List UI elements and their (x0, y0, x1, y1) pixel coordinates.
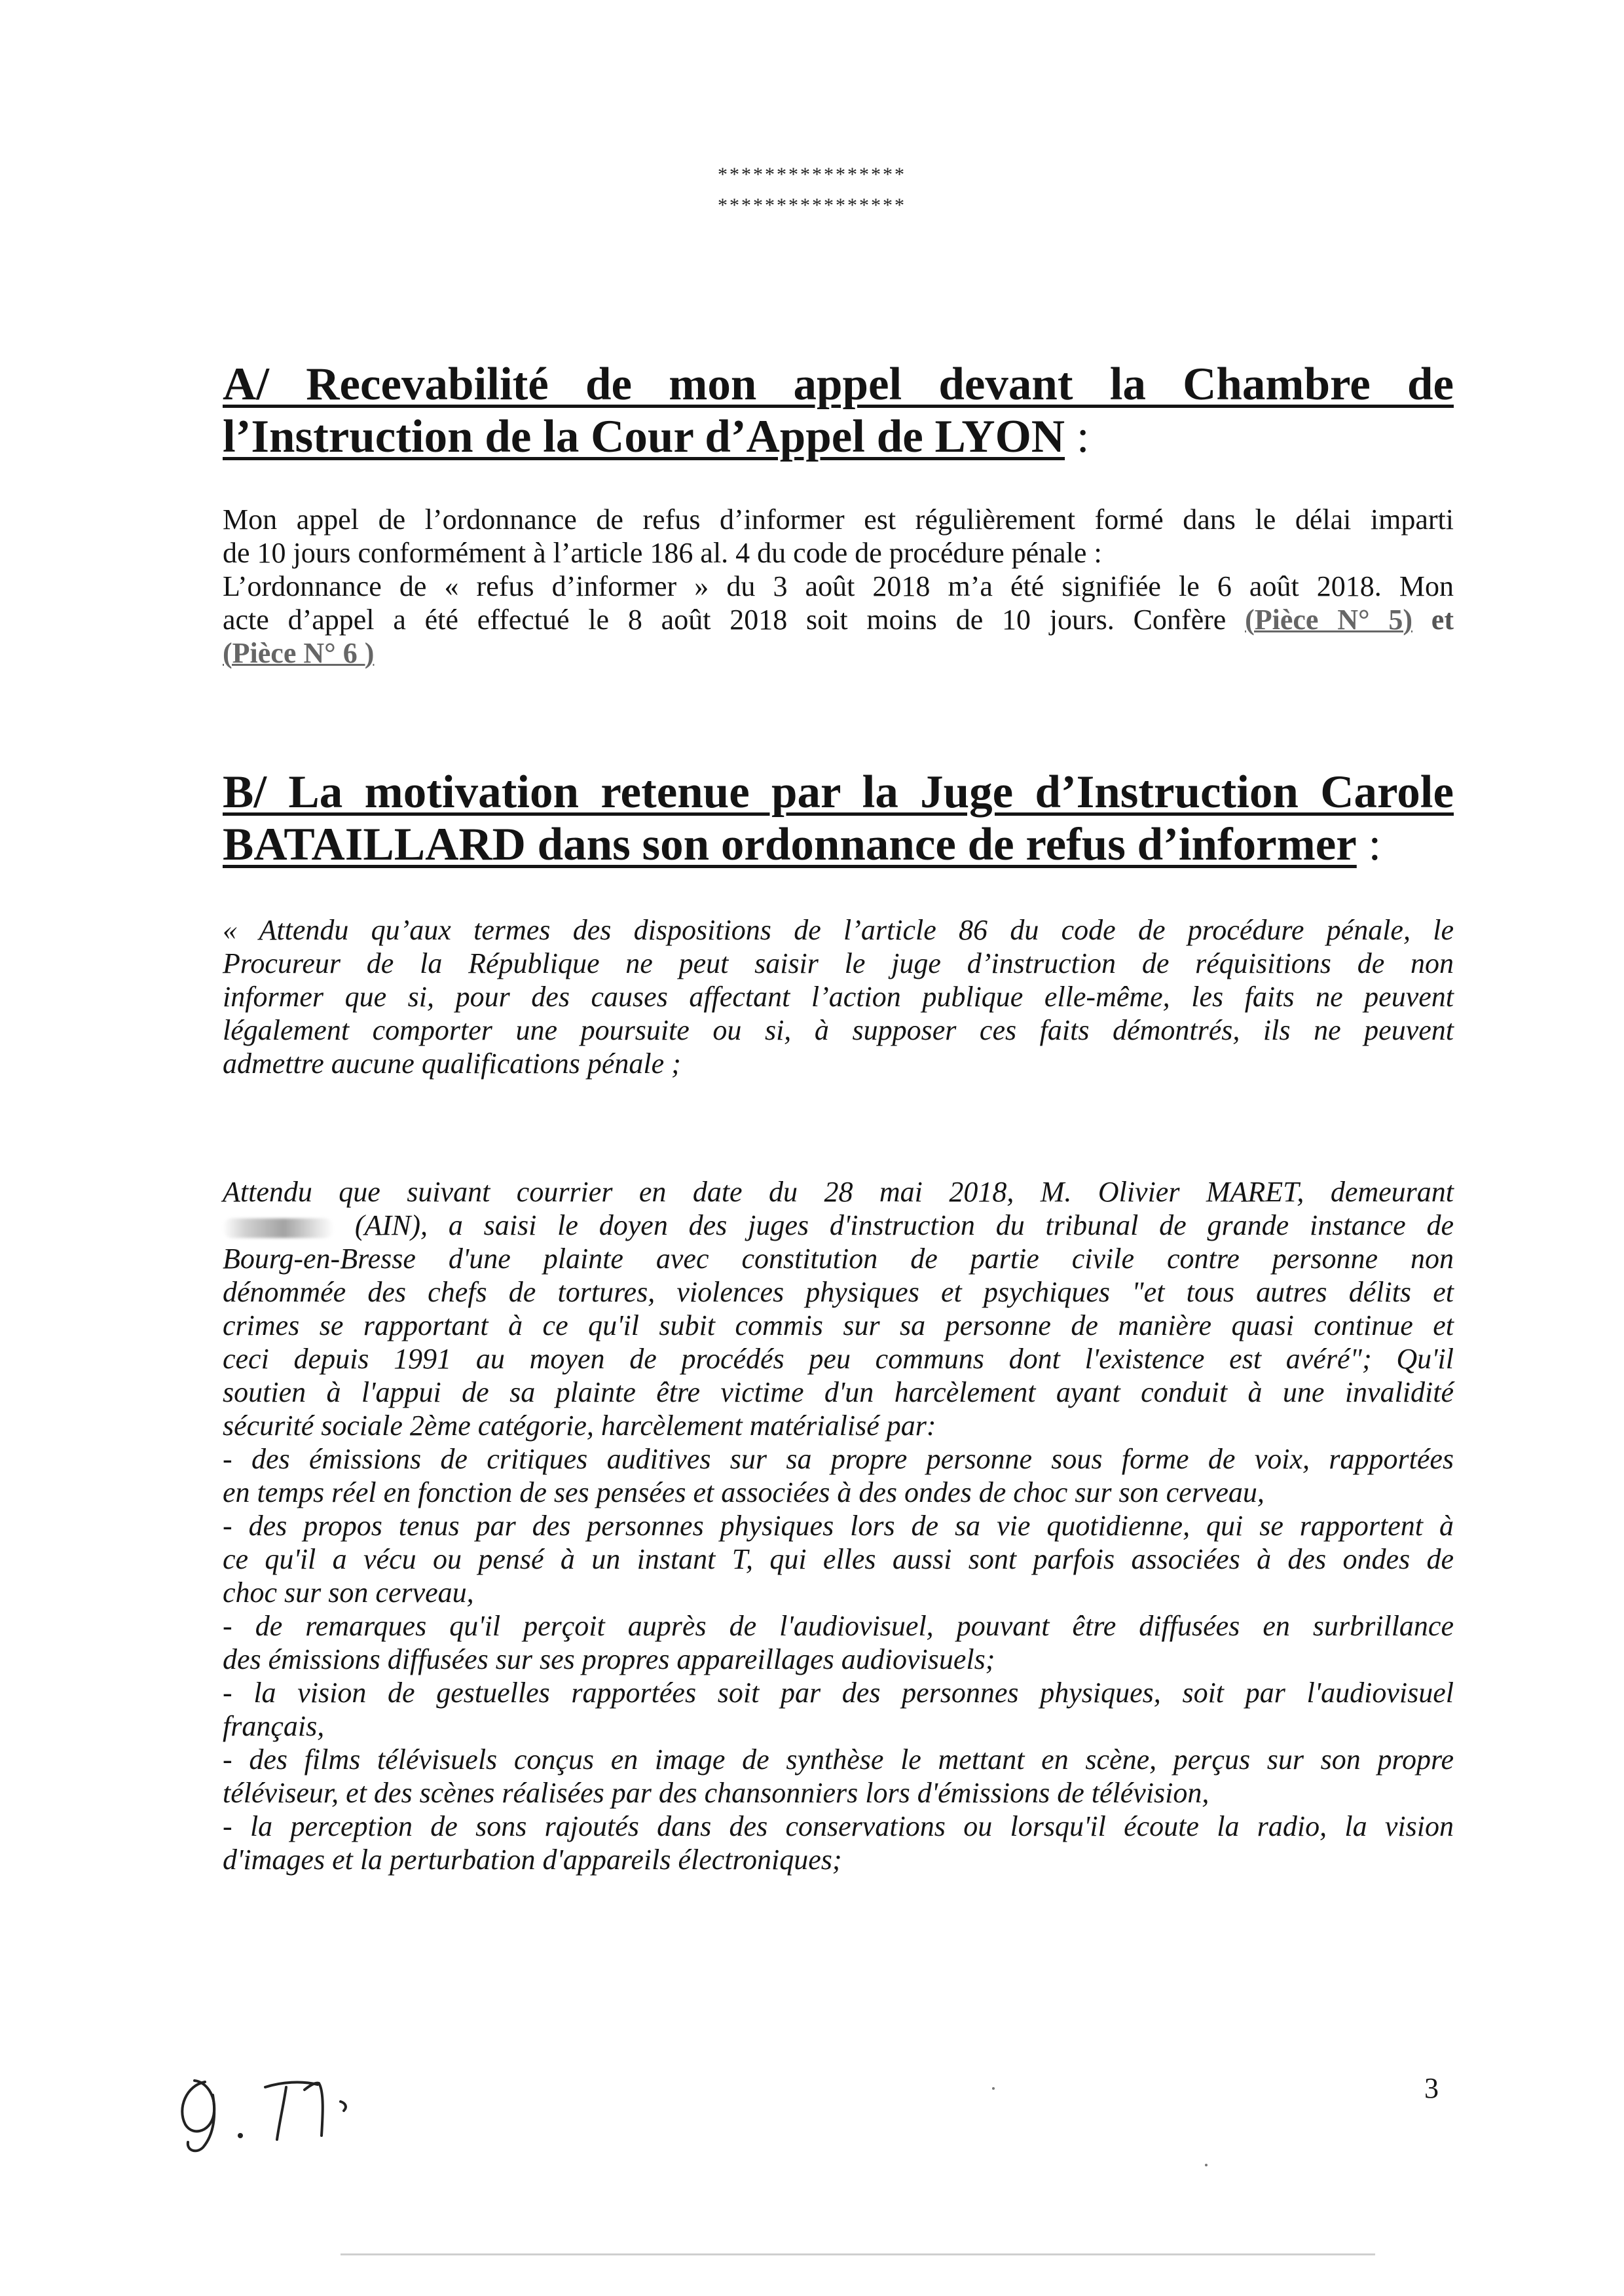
section-b-heading (223, 766, 1454, 871)
quote-2-line: ceci depuis 1991 au moyen de procédés peu communs dont l'existence est avéré"; Qu'il (223, 1343, 1454, 1375)
quote-1-line: « Attendu qu’aux termes des dispositions de l’article 86 du code de procédure pénale, le (223, 914, 1454, 946)
handwritten-signature (167, 2056, 383, 2154)
quote-2-line-2-text: (AIN), a saisi le doyen des juges d'instruction du tribunal de grande instance de (334, 1209, 1454, 1241)
section-b-heading-line-2 (223, 818, 1454, 871)
scan-speck (1205, 2164, 1208, 2166)
section-a-line-3: L’ordonnance de « refus d’informer » du 3 août 2018 m’a été signifiée le 6 août 2018. Mon (223, 570, 1454, 602)
section-a-paragraph (223, 503, 1454, 670)
quote-2-line: - de remarques qu'il perçoit auprès de l'audiovisuel, pouvant être diffusées en surbrillance (223, 1610, 1454, 1642)
separator-stars-1: **************** (718, 164, 906, 185)
section-a-line-5 (223, 636, 1454, 670)
quote-1-line: informer que si, pour des causes affectant l’action publique elle-même, les faits ne peuvent (223, 981, 1454, 1013)
quote-2-line: - la vision de gestuelles rapportées soit par des personnes physiques, soit par l'audiovisuel (223, 1677, 1454, 1709)
quote-2-line-redacted (223, 1209, 1454, 1242)
scan-speck (992, 2087, 995, 2090)
quote-2-line: - la perception de sons rajoutés dans des conservations ou lorsqu'il écoute la radio, la vision (223, 1810, 1454, 1842)
section-a-line-1: Mon appel de l’ordonnance de refus d’informer est régulièrement formé dans le délai imparti (223, 503, 1454, 536)
quote-2-line: dénommée des chefs de tortures, violences physiques et psychiques "et tous autres délits et (223, 1276, 1454, 1308)
quote-2-line: Bourg-en-Bresse d'une plainte avec constitution de partie civile contre personne non (223, 1243, 1454, 1275)
piece-5-reference: (Pièce N° 5) (1245, 604, 1413, 636)
quote-1-line: admettre aucune qualifications pénale ; (223, 1048, 681, 1080)
quote-2-line: soutien à l'appui de sa plainte être victime d'un harcèlement ayant conduit à une invalidité (223, 1376, 1454, 1408)
quote-2-line: choc sur son cerveau, (223, 1576, 474, 1609)
quote-2-line: - des films télévisuels conçus en image de synthèse le mettant en scène, perçus sur son propre (223, 1743, 1454, 1776)
quote-2-line: téléviseur, et des scènes réalisées par des chansonniers lors d'émissions de télévision, (223, 1777, 1209, 1809)
redacted-address (223, 1218, 334, 1238)
quote-1-line: Procureur de la République ne peut saisir le juge d’instruction de réquisitions de non (223, 947, 1454, 979)
quote-2-line: - des émissions de critiques auditives sur sa propre personne sous forme de voix, rapportées (223, 1443, 1454, 1475)
section-b-heading-line-1 (223, 766, 1454, 818)
section-b-heading-line-2-text: BATAILLARD dans son ordonnance de refus d’informer (223, 819, 1357, 870)
section-a-heading (223, 358, 1454, 463)
quote-2-line: crimes se rapportant à ce qu'il subit commis sur sa personne de manière quasi continue et (223, 1309, 1454, 1341)
quote-paragraph-2 (223, 1175, 1454, 1876)
piece-6-reference: (Pièce N° 6 ) (223, 637, 375, 669)
section-a-line-2: de 10 jours conformément à l’article 186 al. 4 du code de procédure pénale : (223, 537, 1102, 569)
quote-2-line: sécurité sociale 2ème catégorie, harcèlement matérialisé par: (223, 1410, 936, 1442)
quote-1-line: légalement comporter une poursuite ou si, à supposer ces faits démontrés, ils ne peuvent (223, 1014, 1454, 1046)
quote-2-line: des émissions diffusées sur ses propres appareillages audiovisuels; (223, 1643, 995, 1675)
quote-2-line: - des propos tenus par des personnes physiques lors de sa vie quotidienne, qui se rapportent à (223, 1510, 1454, 1542)
section-a-heading-text: A/ Recevabilité de mon appel devant la Chambre de l’Instruction de la Cour d’Appel de LYON (223, 359, 1454, 462)
section-b-heading-colon: : (1356, 819, 1382, 870)
quote-2-line: d'images et la perturbation d'appareils électroniques; (223, 1844, 842, 1876)
quote-2-line: français, (223, 1710, 325, 1742)
separator-stars-2: **************** (718, 194, 906, 216)
quote-paragraph-1 (223, 913, 1454, 1080)
piece-et: et (1412, 604, 1454, 636)
section-b-heading-line-1-text: B/ La motivation retenue par la Juge d’Instruction Carole (223, 767, 1454, 818)
section-a-heading-colon: : (1065, 411, 1090, 462)
quote-2-line: en temps réel en fonction de ses pensées et associées à des ondes de choc sur son cerveau, (223, 1476, 1264, 1508)
section-a-line-4-text: acte d’appel a été effectué le 8 août 2018 soit moins de 10 jours. Confère (223, 604, 1246, 636)
bottom-rule (341, 2253, 1375, 2255)
section-a-line-4 (223, 603, 1454, 636)
quote-2-line: ce qu'il a vécu ou pensé à un instant T, qui elles aussi sont parfois associées à des ondes de (223, 1543, 1454, 1575)
page-number: 3 (1424, 2072, 1439, 2104)
quote-2-line: Attendu que suivant courrier en date du 28 mai 2018, M. Olivier MARET, demeurant (223, 1176, 1454, 1208)
